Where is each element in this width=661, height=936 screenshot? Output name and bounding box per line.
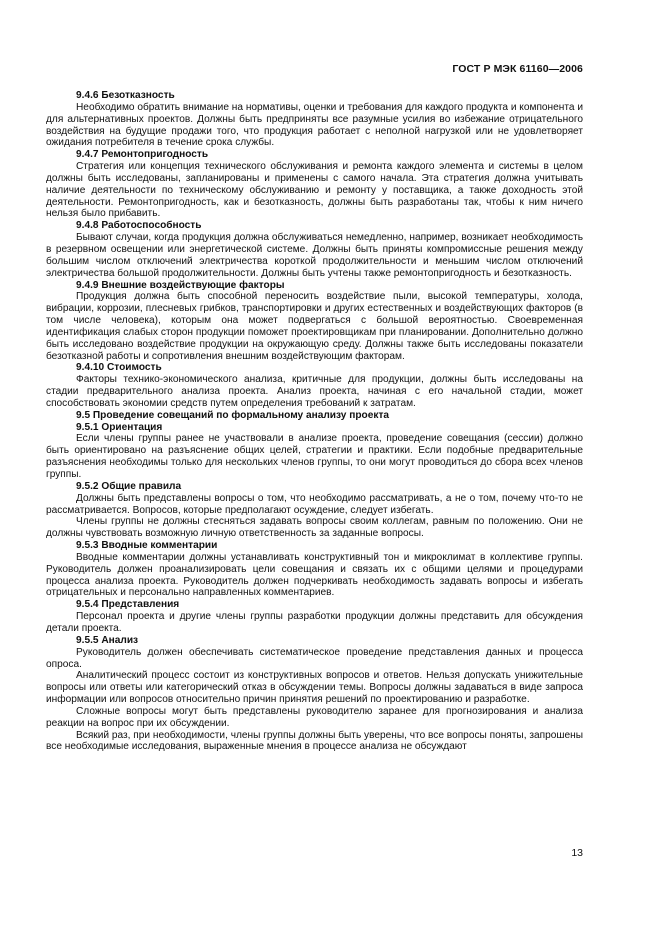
- paragraph: Стратегия или концепция технического обслуживания и ремонта каждого элемента и системы в целом должны быть исследованы, запланированы и применены с самого начала. Эта стратегия должна учитывать наличие деятельности по техническому обслуживанию и ремонту у поставщика, а также доходность этой деятельности. Ремонтопригодность, как и безотказность, должны быть разработаны так, чтобы к ним ничего нельзя было прибавить.: [46, 161, 583, 220]
- paragraph: Руководитель должен обеспечивать систематическое проведение представления данных и процесса опроса.: [46, 646, 583, 670]
- page-header: ГОСТ Р МЭК 61160—2006: [452, 63, 583, 75]
- section-heading: 9.5.3 Вводные комментарии: [76, 540, 218, 552]
- paragraph: Сложные вопросы могут быть представлены руководителю заранее для прогнозирования и анализа реакции на вопрос при их обсуждении.: [46, 705, 583, 729]
- paragraph: Продукция должна быть способной переносить воздействие пыли, высокой температуры, холода, вибрации, коррозии, плесневых грибков, транспортировки и других естественных и воздействующих факторов (в том числе человека), которым она может подвергаться с большой вероятностью. Своевременная идентификация слабых сторон продукции поможет проектировщикам при планировании. Дополнительно должно быть исследовано воздействие продукции на окружающую среду. Должны также быть исследованы показатели безотказной работы и сопротивления внешним воздействующим факторам.: [46, 291, 583, 362]
- section-heading: 9.5.4 Представления: [76, 599, 180, 611]
- section-heading: 9.5 Проведение совещаний по формальному анализу проекта: [76, 409, 390, 421]
- paragraph: Если члены группы ранее не участвовали в анализе проекта, проведение совещания (сессии) должно быть ориентировано на разъяснение общих целей, стратегии и практики. Если подобные предварительные разъяснения необходимы только для нескольких членов группы, то они могут проводиться до сбора всех членов группы.: [46, 433, 583, 480]
- page-number: 13: [571, 847, 583, 859]
- paragraph: Бывают случаи, когда продукция должна обслуживаться немедленно, например, возникает необходимость в резервном освещении или энергетической системе. Должны быть приняты компромиссные решения между большим числом отключений электричества короткой продолжительности и меньшим числом отключений электричества большой продолжительности. Должны быть учтены также ремонтопригодность и безотказность.: [46, 232, 583, 279]
- section-heading: 9.4.10 Стоимость: [76, 362, 162, 374]
- paragraph: Члены группы не должны стесняться задавать вопросы своим коллегам, равным по положению. Они не должны чувствовать возможную личную ответственность за заданные вопросы.: [46, 516, 583, 540]
- paragraph: Факторы технико-экономического анализа, критичные для продукции, должны быть исследованы на стадии предварительного анализа проекта. Анализ проекта, начиная с его начальной стадии, может способствовать экономии средств путем определения требований к затратам.: [46, 374, 583, 409]
- paragraph: Всякий раз, при необходимости, члены группы должны быть уверены, что все вопросы поняты, запрошены все необходимые исследования, выраженные мнения в процессе анализа не обсуждают: [46, 729, 583, 753]
- paragraph: Необходимо обратить внимание на нормативы, оценки и требования для каждого продукта и компонента и для альтернативных проектов. Должны быть предприняты все разумные усилия во избежание отрицательного воздействия на будущие продажи того, что продукция работает с неполной нагрузкой или не удовлетворяет ожидания потребителя в течение срока службы.: [46, 101, 583, 149]
- section-heading: 9.5.2 Общие правила: [76, 480, 182, 492]
- section-heading: 9.5.5 Анализ: [76, 634, 139, 646]
- section-heading: 9.4.8 Работоспособность: [76, 220, 202, 232]
- section-heading: 9.4.7 Ремонтопригодность: [76, 149, 209, 161]
- section-heading: 9.4.9 Внешние воздействующие факторы: [76, 279, 285, 291]
- paragraph: Персонал проекта и другие члены группы разработки продукции должны представить для обсуждения детали проекта.: [46, 611, 583, 634]
- paragraph: Должны быть представлены вопросы о том, что необходимо рассматривать, а не о том, почему что-то не рассматривается. Вопросов, которые предполагают осуждение, следует избегать.: [46, 492, 583, 516]
- paragraph: Аналитический процесс состоит из конструктивных вопросов и ответов. Нельзя допускать унижительные вопросы или ответы или категорический отказ в обсуждении темы. Вопросы должны задаваться в виде запроса информации или вопросов относительно причин принятия решений по проектированию и разработке.: [46, 670, 583, 706]
- paragraph: Вводные комментарии должны устанавливать конструктивный тон и микроклимат в коллективе группы. Руководитель должен проанализировать цели совещания и связать их с общими целями и процедурами процесса анализа проекта. Руководитель должен подчеркивать необходимость задавать вопросы и избегать отрицательных и персонально направленных комментариев.: [46, 551, 583, 599]
- section-heading: 9.4.6 Безотказность: [76, 90, 175, 101]
- section-heading: 9.5.1 Ориентация: [76, 421, 163, 433]
- document-body: [46, 90, 583, 753]
